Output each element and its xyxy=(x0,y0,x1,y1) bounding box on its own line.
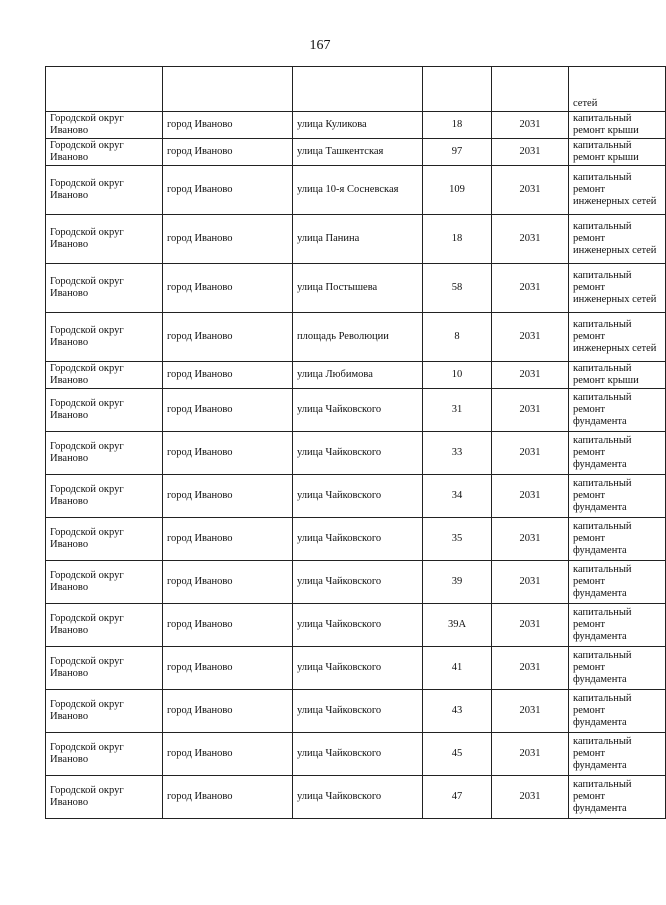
district-cell: Городской округ Иваново xyxy=(46,389,163,432)
street-cell: улица Чайковского xyxy=(293,432,423,475)
house-cell: 109 xyxy=(423,166,492,215)
year-cell: 2031 xyxy=(492,362,569,389)
district-cell: Городской округ Иваново xyxy=(46,733,163,776)
work-cell: сетей xyxy=(569,67,666,112)
house-cell: 39 xyxy=(423,561,492,604)
street-cell: улица Чайковского xyxy=(293,604,423,647)
city-cell: город Иваново xyxy=(163,313,293,362)
work-cell: капитальный ремонт фундамента xyxy=(569,690,666,733)
district-cell: Городской округ Иваново xyxy=(46,139,163,166)
city-cell: город Иваново xyxy=(163,776,293,819)
house-cell: 43 xyxy=(423,690,492,733)
city-cell: город Иваново xyxy=(163,166,293,215)
city-cell: город Иваново xyxy=(163,389,293,432)
district-cell: Городской округ Иваново xyxy=(46,647,163,690)
year-cell: 2031 xyxy=(492,166,569,215)
page-number: 167 xyxy=(309,38,331,53)
table-row xyxy=(46,139,666,166)
city-cell: город Иваново xyxy=(163,139,293,166)
work-cell: капитальный ремонт фундамента xyxy=(569,561,666,604)
city-cell: город Иваново xyxy=(163,518,293,561)
house-cell: 34 xyxy=(423,475,492,518)
house-cell: 31 xyxy=(423,389,492,432)
work-cell: капитальный ремонт инженерных сетей xyxy=(569,264,666,313)
city-cell: город Иваново xyxy=(163,561,293,604)
year-cell: 2031 xyxy=(492,264,569,313)
street-cell: улица Чайковского xyxy=(293,647,423,690)
district-cell: Городской округ Иваново xyxy=(46,362,163,389)
district-cell: Городской округ Иваново xyxy=(46,166,163,215)
work-cell: капитальный ремонт фундамента xyxy=(569,604,666,647)
year-cell: 2031 xyxy=(492,432,569,475)
work-cell: капитальный ремонт крыши xyxy=(569,362,666,389)
house-cell: 47 xyxy=(423,776,492,819)
city-cell: город Иваново xyxy=(163,733,293,776)
repair-schedule-table xyxy=(45,66,666,819)
house-cell: 97 xyxy=(423,139,492,166)
table-row xyxy=(46,776,666,819)
year-cell: 2031 xyxy=(492,215,569,264)
work-cell: капитальный ремонт фундамента xyxy=(569,733,666,776)
district-cell: Городской округ Иваново xyxy=(46,112,163,139)
work-cell: капитальный ремонт крыши xyxy=(569,139,666,166)
table-row xyxy=(46,313,666,362)
year-cell: 2031 xyxy=(492,604,569,647)
district-cell: Городской округ Иваново xyxy=(46,690,163,733)
house-cell: 18 xyxy=(423,215,492,264)
district-cell: Городской округ Иваново xyxy=(46,561,163,604)
year-cell xyxy=(492,67,569,112)
district-cell: Городской округ Иваново xyxy=(46,215,163,264)
street-cell: улица Чайковского xyxy=(293,776,423,819)
district-cell xyxy=(46,67,163,112)
year-cell: 2031 xyxy=(492,518,569,561)
work-cell: капитальный ремонт фундамента xyxy=(569,475,666,518)
year-cell: 2031 xyxy=(492,112,569,139)
street-cell: улица Чайковского xyxy=(293,389,423,432)
city-cell: город Иваново xyxy=(163,604,293,647)
year-cell: 2031 xyxy=(492,776,569,819)
street-cell: улица Постышева xyxy=(293,264,423,313)
table-row xyxy=(46,215,666,264)
table-row xyxy=(46,647,666,690)
street-cell: улица Чайковского xyxy=(293,518,423,561)
work-cell: капитальный ремонт фундамента xyxy=(569,389,666,432)
work-cell: капитальный ремонт инженерных сетей xyxy=(569,215,666,264)
work-cell: капитальный ремонт фундамента xyxy=(569,647,666,690)
table-row xyxy=(46,733,666,776)
table-row xyxy=(46,112,666,139)
house-cell: 33 xyxy=(423,432,492,475)
table-row xyxy=(46,561,666,604)
street-cell: улица Чайковского xyxy=(293,561,423,604)
street-cell: улица Панина xyxy=(293,215,423,264)
work-cell: капитальный ремонт фундамента xyxy=(569,432,666,475)
table-row xyxy=(46,604,666,647)
street-cell: улица Чайковского xyxy=(293,733,423,776)
year-cell: 2031 xyxy=(492,475,569,518)
city-cell: город Иваново xyxy=(163,362,293,389)
table-row xyxy=(46,362,666,389)
house-cell: 45 xyxy=(423,733,492,776)
street-cell: улица 10-я Сосневская xyxy=(293,166,423,215)
year-cell: 2031 xyxy=(492,139,569,166)
city-cell xyxy=(163,67,293,112)
street-cell: улица Чайковского xyxy=(293,690,423,733)
city-cell: город Иваново xyxy=(163,264,293,313)
table-row xyxy=(46,264,666,313)
table-row xyxy=(46,389,666,432)
city-cell: город Иваново xyxy=(163,690,293,733)
continuation-row xyxy=(46,67,666,112)
street-cell: площадь Революции xyxy=(293,313,423,362)
house-cell: 18 xyxy=(423,112,492,139)
house-cell xyxy=(423,67,492,112)
house-cell: 10 xyxy=(423,362,492,389)
year-cell: 2031 xyxy=(492,690,569,733)
year-cell: 2031 xyxy=(492,561,569,604)
street-cell xyxy=(293,67,423,112)
city-cell: город Иваново xyxy=(163,432,293,475)
district-cell: Городской округ Иваново xyxy=(46,518,163,561)
street-cell: улица Любимова xyxy=(293,362,423,389)
city-cell: город Иваново xyxy=(163,647,293,690)
district-cell: Городской округ Иваново xyxy=(46,475,163,518)
year-cell: 2031 xyxy=(492,647,569,690)
year-cell: 2031 xyxy=(492,313,569,362)
district-cell: Городской округ Иваново xyxy=(46,264,163,313)
house-cell: 39А xyxy=(423,604,492,647)
house-cell: 35 xyxy=(423,518,492,561)
work-cell: капитальный ремонт инженерных сетей xyxy=(569,313,666,362)
work-cell: капитальный ремонт крыши xyxy=(569,112,666,139)
district-cell: Городской округ Иваново xyxy=(46,313,163,362)
street-cell: улица Ташкентская xyxy=(293,139,423,166)
city-cell: город Иваново xyxy=(163,475,293,518)
year-cell: 2031 xyxy=(492,733,569,776)
table-row xyxy=(46,166,666,215)
work-cell: капитальный ремонт фундамента xyxy=(569,776,666,819)
table-row xyxy=(46,690,666,733)
house-cell: 41 xyxy=(423,647,492,690)
year-cell: 2031 xyxy=(492,389,569,432)
house-cell: 8 xyxy=(423,313,492,362)
city-cell: город Иваново xyxy=(163,112,293,139)
table-row xyxy=(46,432,666,475)
street-cell: улица Куликова xyxy=(293,112,423,139)
table-row xyxy=(46,475,666,518)
city-cell: город Иваново xyxy=(163,215,293,264)
work-cell: капитальный ремонт фундамента xyxy=(569,518,666,561)
district-cell: Городской округ Иваново xyxy=(46,604,163,647)
district-cell: Городской округ Иваново xyxy=(46,432,163,475)
house-cell: 58 xyxy=(423,264,492,313)
table-row xyxy=(46,518,666,561)
district-cell: Городской округ Иваново xyxy=(46,776,163,819)
street-cell: улица Чайковского xyxy=(293,475,423,518)
work-cell: капитальный ремонт инженерных сетей xyxy=(569,166,666,215)
